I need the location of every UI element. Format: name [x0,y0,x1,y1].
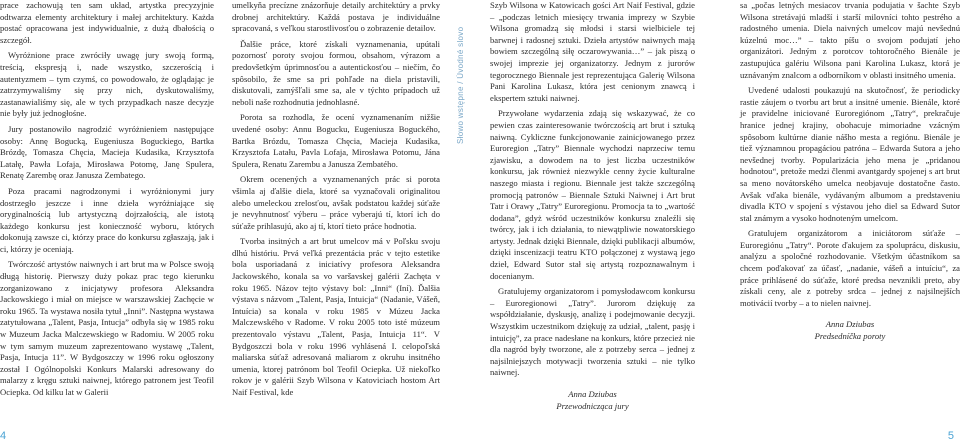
page-number-left: 4 [0,430,7,442]
column-slovak-right [740,0,960,400]
paragraph: Przywołane wydarzenia zdają się wskazywać, że co pewien czas zainteresowanie twórczością art brut i sztuką naiwną. Cykliczne funkcjonowanie zainicjowanego przez Euroregion „Tatry” Biennale wychodzi naprzeciw temu zjawisku, a dowodem na to jest liczba uczestników konkursu, jak również niezwykle cenny życie kulturalne naszego miasta i regionu. Biennale jest także szczególną promocją patronów – Biennale Sztuki Naiwnej i Art brut Tatr i Orawy „Tatry” Euroregionu. Promocja ta to „wartość dodana”, gdyż wśród uczestników konkursu znaleźli się twórcy, jak i ich działania, to niewątpliwie nowatorskiego artysty. Jednak dzięki Biennale, dzięki publikacji albumów, dzięki inscenizacji teatru KTO połączonej z wystawą jego dzieł, Edward Sutor stał się artystą rozpoznawalnym i docenianym. [490,108,695,281]
page-number-right: 5 [947,430,954,442]
paragraph: umelkyňa precízne znázorňuje detaily architektúry a prvky drobnej architektúry. Každá postava je individuálne spracovaná, s veľkou starostlivosťou o zobrazenie detailov. [232,0,440,34]
paragraph: sa „počas letných mesiacov trvania podujatia v šachte Szyb Wilsona stretávajú mladší i starší milovníci tohto pestrého a radostného umenia. Diela naivných umelcov majú nevšednú kúzelnú moc…” – takto píšu o svojom podujatí jeho organizátori. Jedným z porotcov tohtoročného Bienále je zastupujúca galériu Wilsona pani Karolina Lukasz, ktorá je uznávaným znalcom a odborníkom v oblasti insitného umenia. [740,0,960,80]
paragraph: Okrem ocenených a vyznamenaných prác si porota všimla aj ďalšie diela, ktoré sa vyznačovali originalitou alebo umeleckou zrelosťou, avšak podstatou každej súťaže je nevyhnutnosť výberu – práce vyberajú tí, ktorí ich do súťaže prihlasujú, ako aj tí, ktorí tieto práce hodnotia. [232,174,440,231]
column-polish-right [490,0,695,411]
sidebar-section-label: Słowo wstępne / Úvodné slovo [456,26,465,144]
column-slovak-left [232,0,440,400]
paragraph: Porota sa rozhodla, že ocení vyznamenaním nižšie uvedené osoby: Annu Bogucku, Eugeniusza Boguckého, Bartka Brózdu, Tomasza Chęcia, Macieja Kudasika, Krzysztofa Latału, Pavla Lofaja, Mirosława Potomu, Jána Spulera, Renatu Zarembu a Janusza Zembatého. [232,112,440,169]
paragraph: Szyb Wilsona w Katowicach gości Art Naif Festival, gdzie – „podczas letnich miesięcy trwania imprezy w Szybie Wilsona gromadzą się młodsi i starsi wielbiciele tej barwnej i radosnej sztuki. Dzieła artystów naiwnych mają bowiem szczególną siłę oczarowywania…” – jak piszą o swojej imprezie jej organizatorzy. Jednym z jurorów tegorocznego Biennale jest reprezentująca Galerię Wilsona Pani Karolina Lukasz, która jest cenionym znawcą i ekspertem sztuki naiwnej. [490,0,695,103]
paragraph: Wyróżnione prace zwróciły uwagę jury swoją formą, treścią, ekspresją i, nade wszystko, szczerością i autentyzmem – tym czymś, co powodowało, że oglądając je zatrzymywaliśmy się przy nich, dyskutowaliśmy, zastanawialiśmy się, ale w tych przypadkach nasze decyzje nie były już jednogłośne. [0,50,214,119]
column-polish-left [0,0,214,400]
paragraph: Jury postanowiło nagrodzić wyróżnieniem następujące osoby: Annę Bogucką, Eugeniusza Boguckiego, Bartka Brózdę, Tomasza Chęcia, Macieja Kudasika, Krzysztofa Latałę, Pawła Lofaja, Mirosława Potomę, Janę Spulera, Renatę Zarembę oraz Janusza Zembatego. [0,123,214,181]
signature-name: Anna Dziubas [825,319,875,330]
paragraph: prace zachowują ten sam układ, artystka precyzyjnie odtwarza elementy architektury i małej architektury. Każda postać opracowana jest indywidualnie, z dużą dbałością o szczegół. [0,0,214,45]
signature-name: Anna Dziubas [568,389,617,399]
paragraph: Poza pracami nagrodzonymi i wyróżnionymi jury dostrzegło jeszcze i inne dzieła wyróżniające się oryginalnością lub artystyczną dojrzałością, ale istotą każdego konkursu jest konieczność wyboru, których dokonują zawsze ci, którzy prace do konkursu zgłaszają, jak i ci, którzy je oceniają. [0,185,214,254]
signature-block [740,319,960,342]
paragraph: Ďalšie práce, ktoré získali vyznamenania, upútali pozornosť poroty svojou formou, obsahom, výrazom a predovšetkým úprimnosťou a autentickosťou – niečím, čo spôsobilo, že sme sa pri pohľade na diela pristavili, diskutovali, zamýšľali sme sa, ale v týchto prípadoch už neboli naše rozhodnutia jednohlasné. [232,38,440,107]
paragraph: Tvorba insitných a art brut umelcov má v Poľsku svoju dlhú históriu. Prvá veľká prezentácia prác v tejto estetike bola usporiadaná z iniciatívy profesora Aleksandra Jackowského, konala sa vo varšavskej galérii Zachęta v roku 1965. Názov tejto výstavy bol: „Inni“ (Iní). Ďalšia výstava s názvom „Talent, Pasja, Intuicja“ (Nadanie, Vášeň, Intuícia) sa konala v roku 1985 v Múzeu Jacka Malczewského v Radome. V roku 2005 toto isté múzeum prezentovalo výstavu „Talent, Pasja, Intuicja 11“. V Bydgoszczi bola v roku 1996 vyhlásená I. celopoľská maliarska súťaž adresovaná maliarom z okruhu insitného umenia, ktorej patrónom bol Teofil Ociepka. Už niekoľko rokov je v galérii Szyb Wilsona v Katoviciach hostom Art Naif Festival, kde [232,236,440,397]
paragraph: Gratulujem organizátorom a iniciátorom súťaže – Euroregiónu „Tatry“. Porote ďakujem za spoluprácu, diskusiu, analýzu a spoločné rozhodovanie. Všetkým účastníkom sa chcem poďakovať za účasť, „nadanie, vášeň a intuíciu“, za práce prihlásené do súťaže, ktoré predsa nevznikli preto, aby získali ceny, ale z potreby srdca – jednej z najsilnejších motivácií tvorby – a to nielen naivnej. [740,228,960,308]
paragraph: Gratulujemy organizatorom i pomysłodawcom konkursu – Euroregionowi „Tatry”. Jurorom dziękuję za współdziałanie, dyskusję, analizę i podejmowanie decyzji. Wszystkim uczestnikom dziękuję za udział, „talent, pasję i intuicję”, za prace nadesłane na konkurs, które przecież nie dla nagród były tworzone, ale z potrzeby serca – jednej z najsilniejszych motywacji tworzenia sztuki – nie tylko naiwnej. [490,286,695,378]
signature-role: Przewodnicząca jury [556,400,629,411]
paragraph: Twórczość artystów naiwnych i art brut ma w Polsce swoją długą historię. Pierwszy duży pokaz prac tego kierunku zorganizowano z inicjatywy profesora Aleksandra Jackowskiego i miał on miejsce w warszawskiej Zachęcie w roku 1965. Ta wystawa nosiła tytuł „Inni”. Następna wystawa zatytułowana „Talent, Pasja, Intucja” odbyła się w 1985 roku w Muzeum Jacka Malczewskiego w Radomiu. W 2005 roku w tym samym muzeum zaprezentowano wystawę „Talent, Pasja, Intucja 11”. W Bydgoszczy w 1996 roku ogłoszony został I Ogólnopolski Konkurs Malarski adresowany do malarzy z kręgu sztuki naiwnej, którego patronem jest Teofil Ociepka. Od kilku lat w Galerii [0,259,214,397]
signature-block [490,389,695,412]
signature-role: Predsedníčka poroty [814,331,886,342]
paragraph: Uvedené udalosti poukazujú na skutočnosť, že periodicky rastie záujem o tvorbu art brut a insitné umenie. Bienále, ktoré je pravidelne iniciované Euroregiónom „Tatry“, prekračuje hranice jednej krajiny, obohacuje mimoriadne vzácným spôsobom kultúrne dianie nášho mesta a regiónu. Bienále je tiež významnou propagáciou patróna – Edwarda Sutora a jeho nevšednej tvorby. Popularizácia jeho mena je „pridanou hodnotou“, pretože medzi členmi avantgardy spojenej s art brut sa meno novátorského umelca neobjavuje dostatočne často. Avšak vďaka bienále, vydávaným albumom a predstaveniu divadla KTO v spojení s výstavou jeho diel sa Edward Sutor stal známym a vysoko hodnoteným umelcom. [740,85,960,223]
